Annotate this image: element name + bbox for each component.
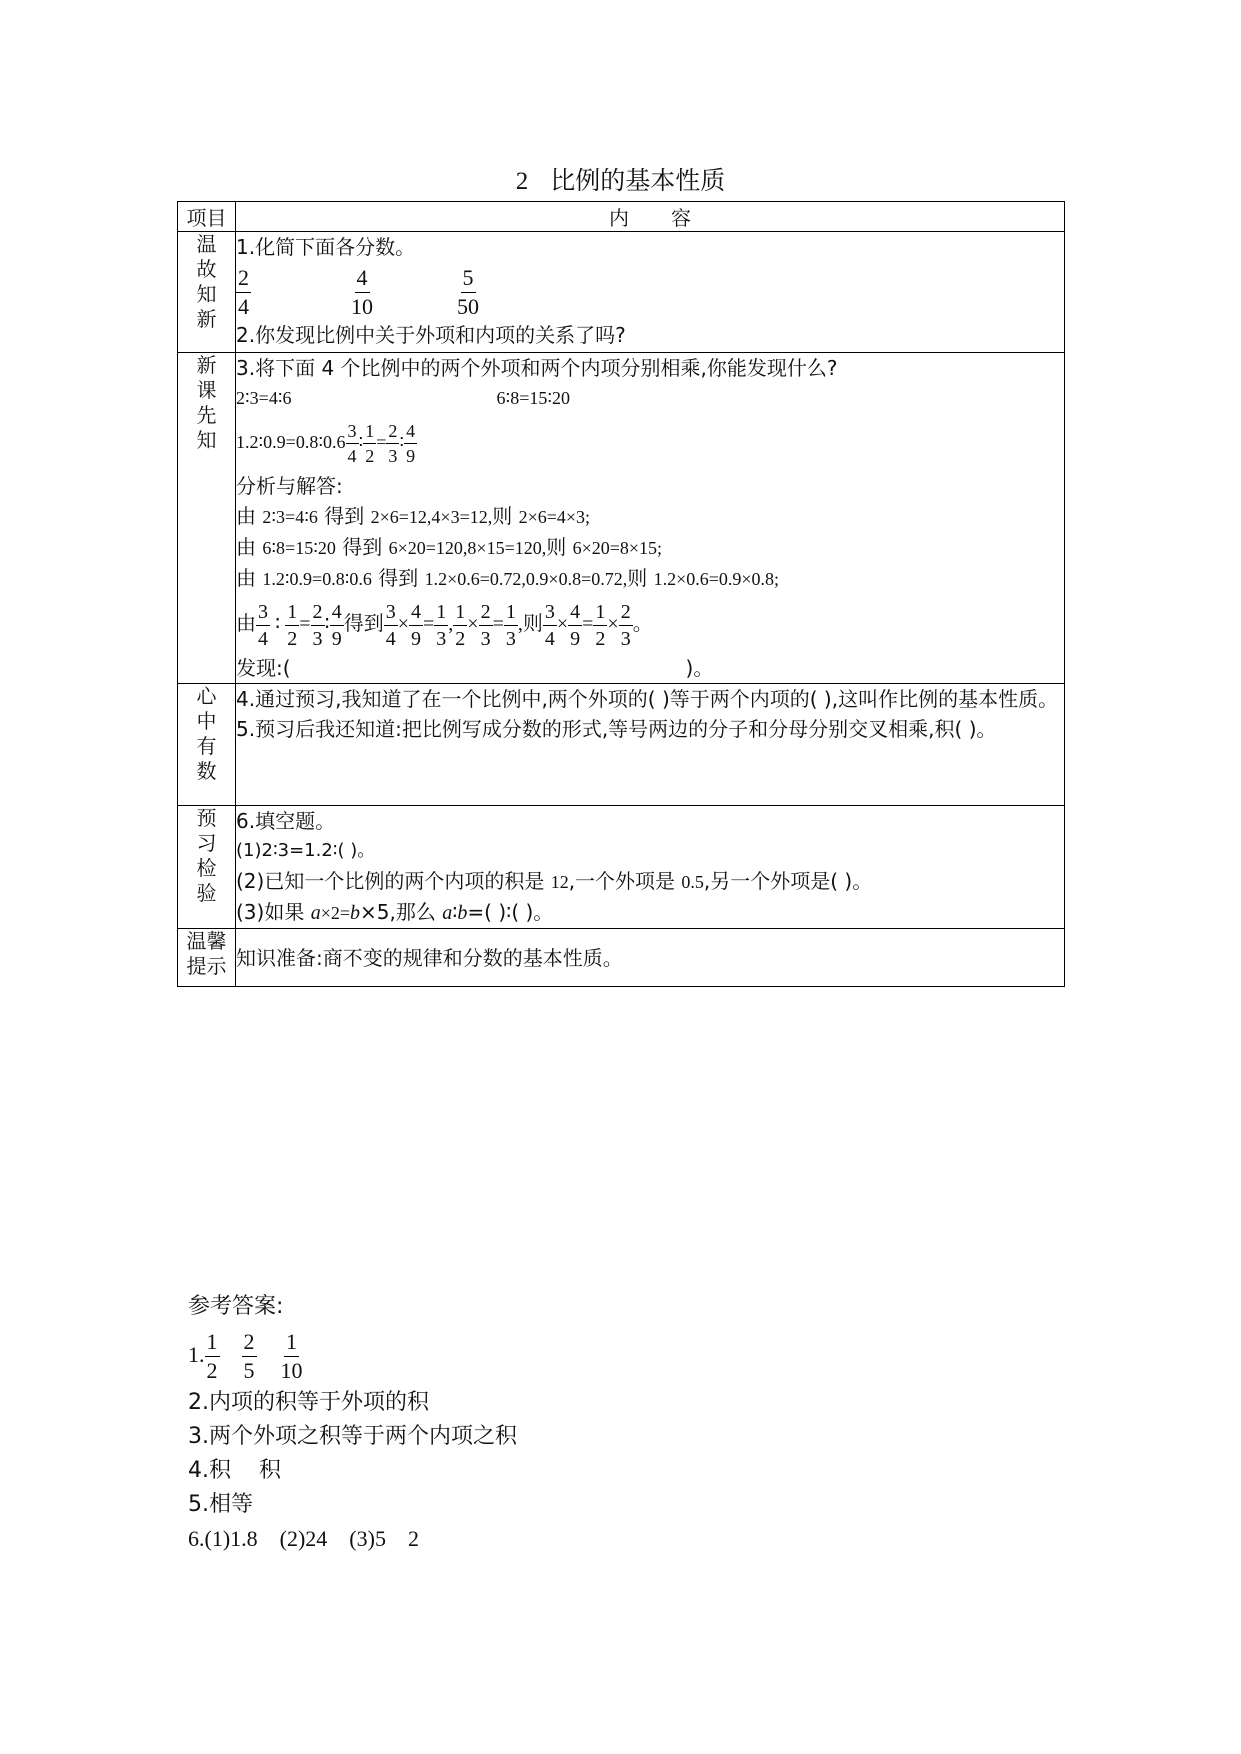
proportion-1: 2∶3=4∶6 <box>236 388 292 408</box>
sub-question-2: (2)已知一个比例的两个内项的积是 12,一个外项是 0.5,另一个外项是( )。 <box>236 869 873 893</box>
answer-section <box>188 1290 517 1556</box>
row-label-mind: 心 中 有 数 <box>178 684 236 806</box>
answer-6: 6.(1)1.8 (2)24 (3)5 2 <box>188 1526 419 1551</box>
row-review <box>178 232 1065 353</box>
question-4: 4.通过预习,我知道了在一个比例中,两个外项的( )等于两个内项的( ),这叫作比例的基本性质。 <box>236 687 1059 711</box>
answer-1: 1. $\frac{1}{2}$ $\frac{2}{5}$ $\frac{1}{10}$ <box>188 1329 303 1384</box>
row-check <box>178 806 1065 929</box>
fraction: $\frac{2}{5}$ <box>243 1329 255 1384</box>
row-label-check: 预 习 检 验 <box>178 806 236 929</box>
question-3: 3.将下面 4 个比例中的两个外项和两个内项分别相乘,你能发现什么? <box>236 356 838 380</box>
fraction: $\frac{4}{10}$ <box>351 264 373 319</box>
analysis-heading: 分析与解答: <box>236 474 343 498</box>
answer-heading: 参考答案: <box>188 1294 284 1319</box>
row-label-new-lesson: 新 课 先 知 <box>178 353 236 684</box>
row-label-review: 温 故 知 新 <box>178 232 236 353</box>
analysis-line-3: 由 1.2∶0.9=0.8∶0.6 得到 1.2×0.6=0.72,0.9×0.8=0.72,则 1.2×0.6=0.9×0.8; <box>236 566 780 590</box>
row-new-lesson <box>178 353 1065 684</box>
fraction: $\frac{5}{50}$ <box>457 264 479 319</box>
lesson-table <box>177 201 1065 987</box>
question-2: 2.你发现比例中关于外项和内项的关系了吗? <box>236 323 626 347</box>
proportion-3: 1.2∶0.9=0.8∶0.6 <box>236 432 346 452</box>
lesson-number: 2 <box>515 168 529 195</box>
answer-3: 3.两个外项之积等于两个内项之积 <box>188 1424 517 1449</box>
header-content: 内容 <box>236 202 1065 232</box>
question-6: 6.填空题。 <box>236 809 336 833</box>
answer-2: 2.内项的积等于外项的积 <box>188 1390 429 1415</box>
row-label-tips: 温馨 提示 <box>178 929 236 987</box>
proportion-row: 1.2∶0.9=0.8∶0.6 $\frac{3}{4}$ ∶ $\frac{1}{2}$ = $\frac{2}{3}$ ∶ $\frac{4}{9}$ <box>236 421 416 467</box>
answer-5: 5.相等 <box>188 1492 253 1517</box>
fraction: $\frac{1}{2}$ <box>365 421 375 467</box>
page-title <box>0 161 1241 197</box>
row-mind <box>178 684 1065 806</box>
discovery-blank: 发现:( )。 <box>236 656 714 680</box>
proportion-2: 6∶8=15∶20 <box>496 388 571 408</box>
fraction: $\frac{2}{3}$ <box>388 421 398 467</box>
fraction: $\frac{3}{4}$ <box>347 421 357 467</box>
header-item: 项目 <box>178 202 236 232</box>
analysis-line-2: 由 6∶8=15∶20 得到 6×20=120,8×15=120,则 6×20=8×15; <box>236 535 663 559</box>
proportion-row <box>236 383 1064 413</box>
sub-question-1: (1)2∶3=1.2∶( )。 <box>236 840 376 861</box>
fraction: $\frac{1}{10}$ <box>280 1329 303 1384</box>
lesson-title: 比例的基本性质 <box>550 166 726 195</box>
analysis-line-4: 由 $\frac{3}{4}$ ∶ $\frac{1}{2}$ = $\frac{2}{3}$ ∶ $\frac{4}{9}$ 得到 $\frac{3}{4}$ × $\frac{4}{9}$ = $\frac{1}{3}$ , $\frac{1}{2}$ × $\frac{2}{3}$ = $\frac{1}{3}$ ,则 $\frac{3}{4}$ × $\frac{4}{9}$ = $\frac{1}{2}$ × $\frac{2}{3}$ 。 <box>236 600 653 650</box>
fraction: $\frac{1}{2}$ <box>206 1329 218 1384</box>
table-header <box>178 202 1065 232</box>
fraction: $\frac{2}{4}$ <box>238 264 249 319</box>
fraction-list <box>236 262 1064 320</box>
row-tips <box>178 929 1065 987</box>
analysis-line-1: 由 2∶3=4∶6 得到 2×6=12,4×3=12,则 2×6=4×3; <box>236 504 591 528</box>
answer-4: 4.积 积 <box>188 1458 281 1483</box>
question-5: 5.预习后我还知道:把比例写成分数的形式,等号两边的分子和分母分别交叉相乘,积( )。 <box>236 717 997 741</box>
sub-question-3: (3)如果 a×2=b×5,那么 a∶b=( )∶( )。 <box>236 900 554 924</box>
question-1: 1.化简下面各分数。 <box>236 235 416 259</box>
tips-text: 知识准备:商不变的规律和分数的基本性质。 <box>236 945 623 970</box>
fraction: $\frac{4}{9}$ <box>406 421 416 467</box>
